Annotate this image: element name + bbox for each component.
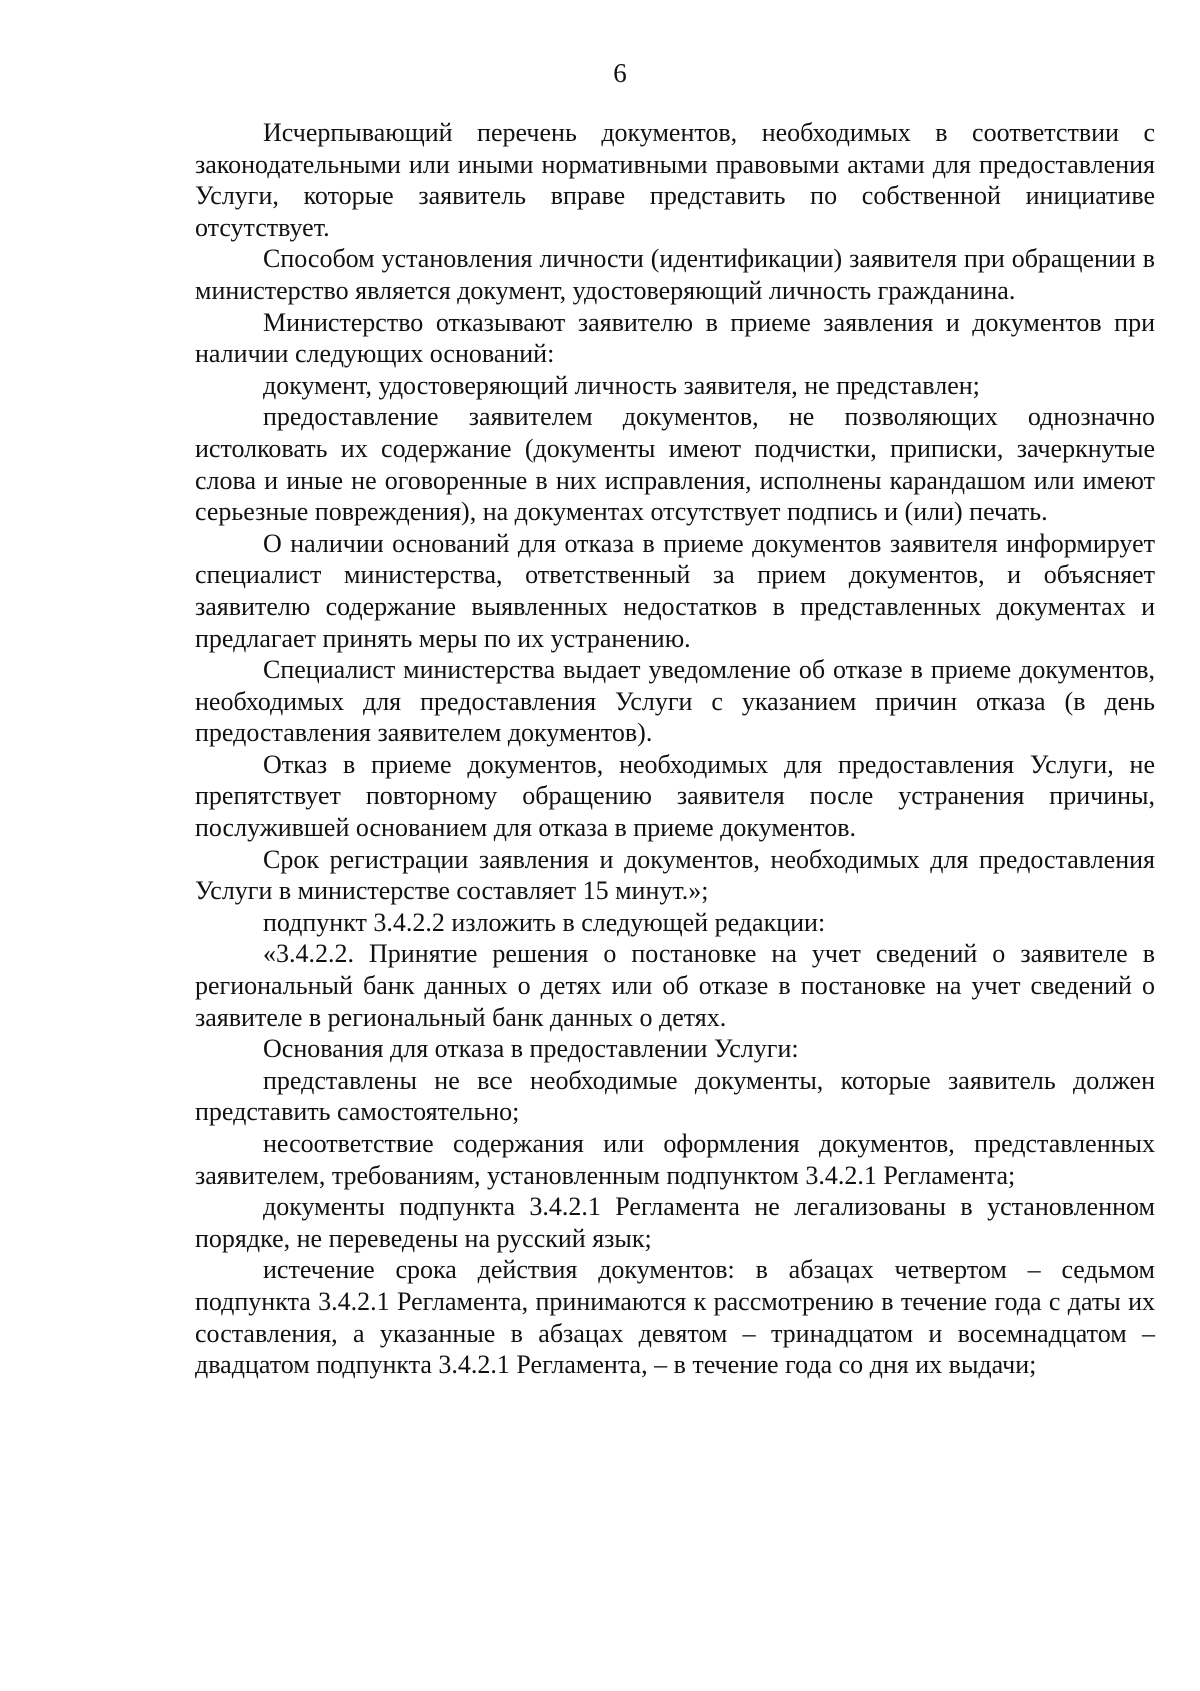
document-body: [195, 117, 1155, 1381]
paragraph-15: документы подпункта 3.4.2.1 Регламента не легализованы в установленном порядке, не переведены на русский язык;: [195, 1192, 1155, 1253]
paragraph-1: Исчерпывающий перечень документов, необходимых в соответствии с законодательными или иными нормативными правовыми актами для предоставления Услуги, которые заявитель вправе представить по собственной инициативе отсутствует.: [195, 118, 1155, 242]
paragraph-7: Специалист министерства выдает уведомление об отказе в приеме документов, необходимых для предоставления Услуги с указанием причин отказа (в день предоставления заявителем документов).: [195, 655, 1155, 748]
paragraph-14: несоответствие содержания или оформления документов, представленных заявителем, требованиям, установленным подпунктом 3.4.2.1 Регламента;: [195, 1129, 1155, 1190]
paragraph-5: предоставление заявителем документов, не позволяющих однозначно истолковать их содержание (документы имеют подчистки, приписки, зачеркнутые слова и иные не оговоренные в них исправления, исполнены карандашом или имеют серьезные повреждения), на документах отсутствует подпись и (или) печать.: [195, 402, 1155, 527]
paragraph-4: документ, удостоверяющий личность заявителя, не представлен;: [263, 370, 980, 400]
paragraph-9: Срок регистрации заявления и документов, необходимых для предоставления Услуги в министерстве составляет 15 минут.»;: [195, 844, 1155, 906]
paragraph-6: О наличии оснований для отказа в приеме документов заявителя информирует специалист министерства, ответственный за прием документов, и объясняет заявителю содержание выявленных недостатков в представленных документах и предлагает принять меры по их устранению.: [195, 528, 1155, 653]
paragraph-11: «3.4.2.2. Принятие решения о постановке на учет сведений о заявителе в региональный банк данных о детях или об отказе в постановке на учет сведений о заявителе в региональный банк данных о детях.: [195, 939, 1155, 1032]
paragraph-8: Отказ в приеме документов, необходимых для предоставления Услуги, не препятствует повторному обращению заявителя после устранения причины, послужившей основанием для отказа в приеме документов.: [195, 749, 1155, 843]
paragraph-16: истечение срока действия документов: в абзацах четвертом – седьмом подпункта 3.4.2.1 Регламента, принимаются к рассмотрению в течение года с даты их составления, а указанные в абзацах девятом – тринадцатом и восемнадцатом – двадцатом подпункта 3.4.2.1 Регламента, – в течение года со дня их выдачи;: [195, 1255, 1155, 1380]
paragraph-3: Министерство отказывают заявителю в приеме заявления и документов при наличии следующих оснований:: [195, 307, 1155, 369]
paragraph-12: Основания для отказа в предоставлении Услуги:: [263, 1034, 799, 1064]
paragraph-13: представлены не все необходимые документы, которые заявитель должен представить самостоятельно;: [195, 1065, 1155, 1127]
paragraph-2: Способом установления личности (идентификации) заявителя при обращении в министерство является документ, удостоверяющий личность гражданина.: [195, 244, 1155, 305]
paragraph-10: подпункт 3.4.2.2 изложить в следующей редакции:: [263, 907, 826, 937]
page-number: 6: [613, 58, 627, 88]
